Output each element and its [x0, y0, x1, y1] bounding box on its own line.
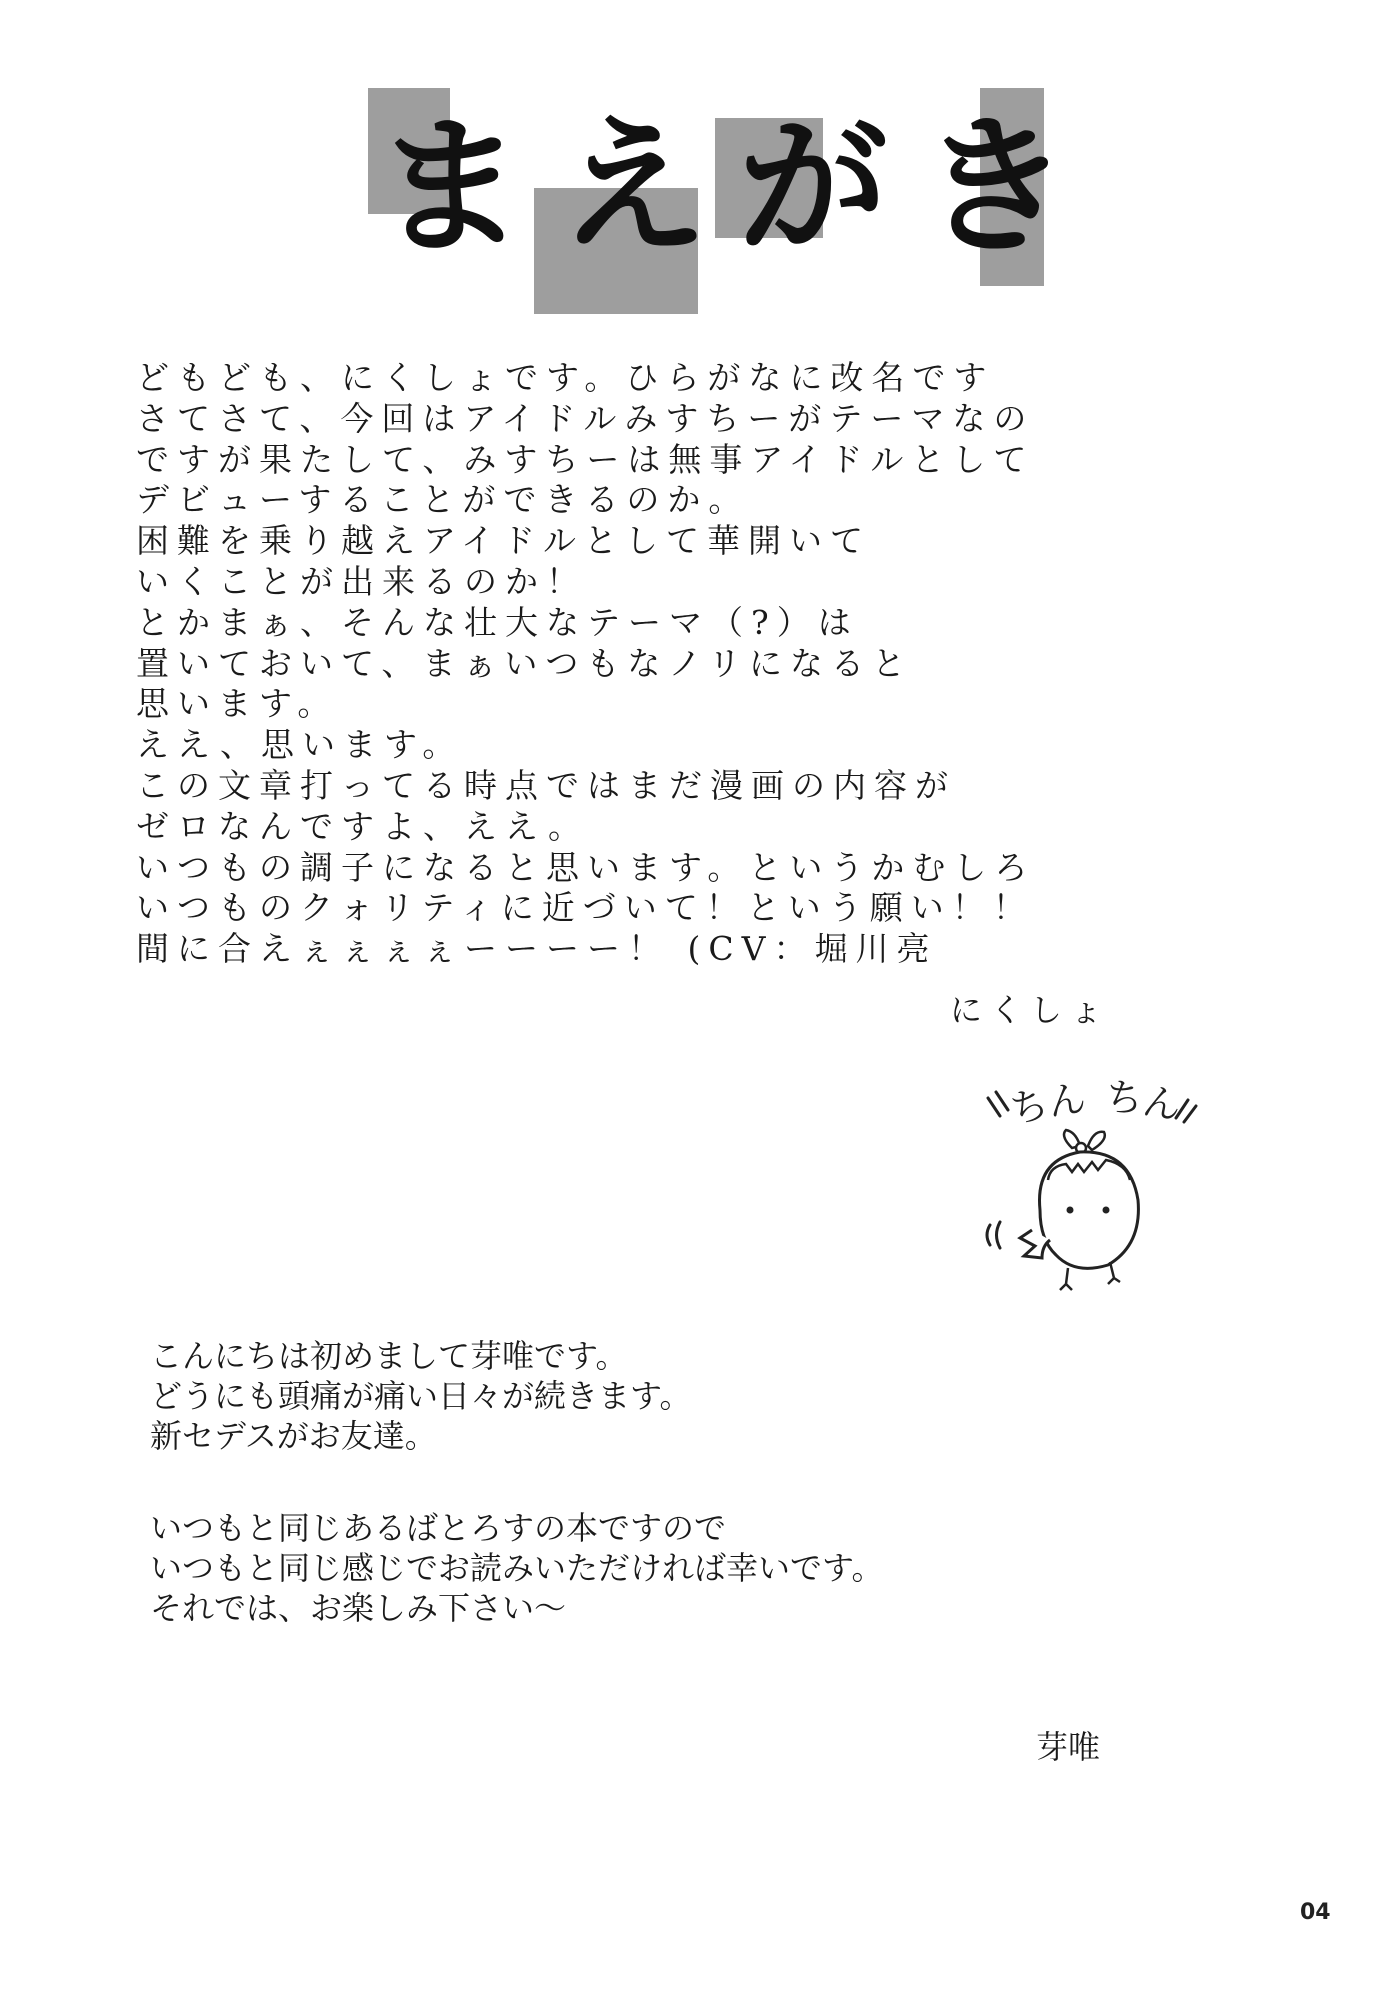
doodle-text-left: ちん — [1006, 1075, 1090, 1132]
preface-line: ゼロなんですよ、ええ。 — [136, 806, 589, 846]
preface-line: ええ、思います。 — [136, 725, 464, 765]
preface-nikusho — [136, 358, 1036, 970]
preface-line: それでは、お楽しみ下さい～ — [150, 1589, 567, 1627]
preface-line: いつもと同じあるばとろすの本ですので — [150, 1509, 727, 1547]
doodle-text-right: ちん — [1102, 1073, 1184, 1128]
page-number: 04 — [1300, 1900, 1331, 1925]
author-signature-nikusho: にくしょ — [950, 991, 1111, 1029]
preface-line: とかまぁ、そんな壮大なテーマ（?）は — [136, 602, 859, 642]
preface-line: 間に合えぇぇぇぇーーーー！ (CV：堀川亮 — [136, 929, 938, 969]
preface-mei — [150, 1336, 1150, 1628]
paragraph-gap — [150, 1456, 1150, 1508]
title-char-3: が — [738, 101, 889, 275]
title-char-4: き — [920, 101, 1071, 275]
preface-line: さてさて、今回はアイドルみすちーがテーマなの — [136, 398, 1035, 438]
preface-line: こんにちは初めまして芽唯です。 — [150, 1337, 628, 1375]
preface-line: 思います。 — [136, 684, 339, 724]
preface-line: いくことが出来るのか！ — [136, 561, 587, 601]
preface-line: どうにも頭痛が痛い日々が続きます。 — [150, 1377, 692, 1415]
preface-line: どもども、にくしょです。ひらがなに改名です — [136, 358, 995, 397]
author-signature-mei: 芽唯 — [1036, 1728, 1101, 1766]
preface-line: 困難を乗り越えアイドルとして華開いて — [136, 521, 872, 561]
preface-line: 置いておいて、まぁいつもなノリになると — [136, 643, 914, 683]
preface-line: いつものクォリティに近づいて！という願い！！ — [136, 888, 1034, 928]
preface-line: いつもと同じ感じでお読みいただければ幸いです。 — [150, 1549, 884, 1587]
title-char-2: え — [558, 101, 709, 275]
chick-doodle-icon — [980, 1060, 1230, 1320]
preface-line: ですが果たして、みすちーは無事アイドルとして — [136, 439, 1035, 479]
title-char-1: ま — [375, 101, 526, 275]
preface-line: デビューすることができるのか。 — [136, 480, 750, 520]
preface-line: 新セデスがお友達。 — [150, 1417, 437, 1455]
preface-line: この文章打ってる時点ではまだ漫画の内容が — [136, 765, 956, 805]
preface-line: いつもの調子になると思います。というかむしろ — [136, 847, 1036, 887]
